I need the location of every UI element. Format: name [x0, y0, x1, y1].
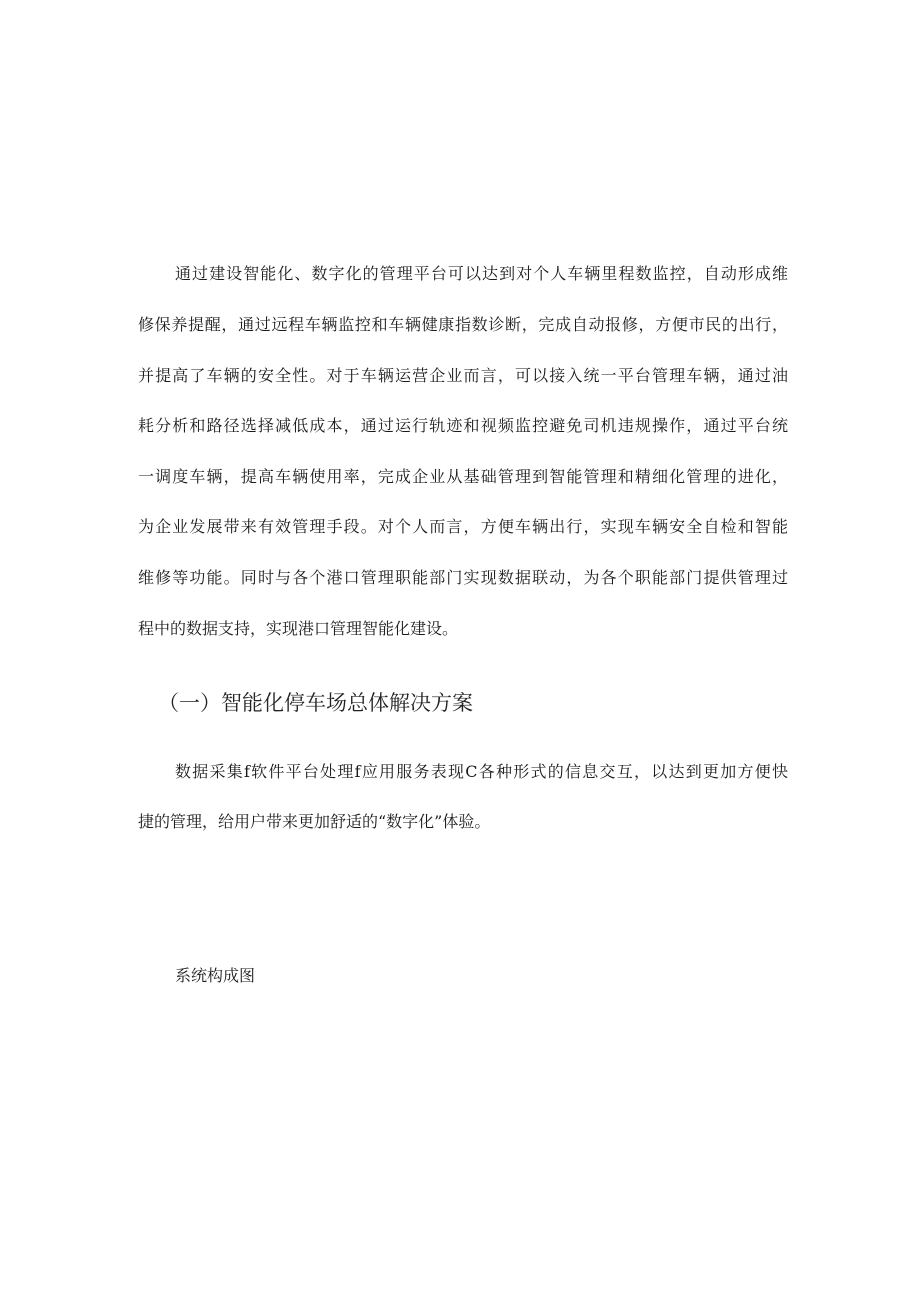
- figure-caption: 系统构成图: [175, 966, 256, 985]
- paragraph-line: 修保养提醒，通过远程车辆监控和车辆健康指数诊断，完成自动报修，方便市民的出行，: [138, 315, 788, 334]
- paragraph-line: 为企业发展带来有效管理手段。对个人而言，方便车辆出行，实现车辆安全自检和智能: [138, 517, 788, 536]
- paragraph-line: 通过建设智能化、数字化的管理平台可以达到对个人车辆里程数监控，自动形成维: [175, 264, 788, 283]
- paragraph-line: 维修等功能。同时与各个港口管理职能部门实现数据联动，为各个职能部门提供管理过: [138, 568, 788, 587]
- paragraph-line: 捷的管理，给用户带来更加舒适的“数字化”体验。: [138, 812, 491, 831]
- paragraph-line: 程中的数据支持，实现港口管理智能化建设。: [138, 619, 459, 638]
- paragraph-line: 数据采集f软件平台处理f应用服务表现C各种形式的信息交互，以达到更加方便快: [175, 762, 788, 781]
- paragraph-line: 耗分析和路径选择减低成本，通过运行轨迹和视频监控避免司机违规操作，通过平台统: [138, 416, 788, 435]
- paragraph-line: 并提高了车辆的安全性。对于车辆运营企业而言，可以接入统一平台管理车辆，通过油: [138, 366, 788, 385]
- section-heading: （一）智能化停车场总体解决方案: [158, 691, 473, 715]
- paragraph-line: 一调度车辆，提高车辆使用率，完成企业从基础管理到智能管理和精细化管理的进化，: [138, 467, 788, 486]
